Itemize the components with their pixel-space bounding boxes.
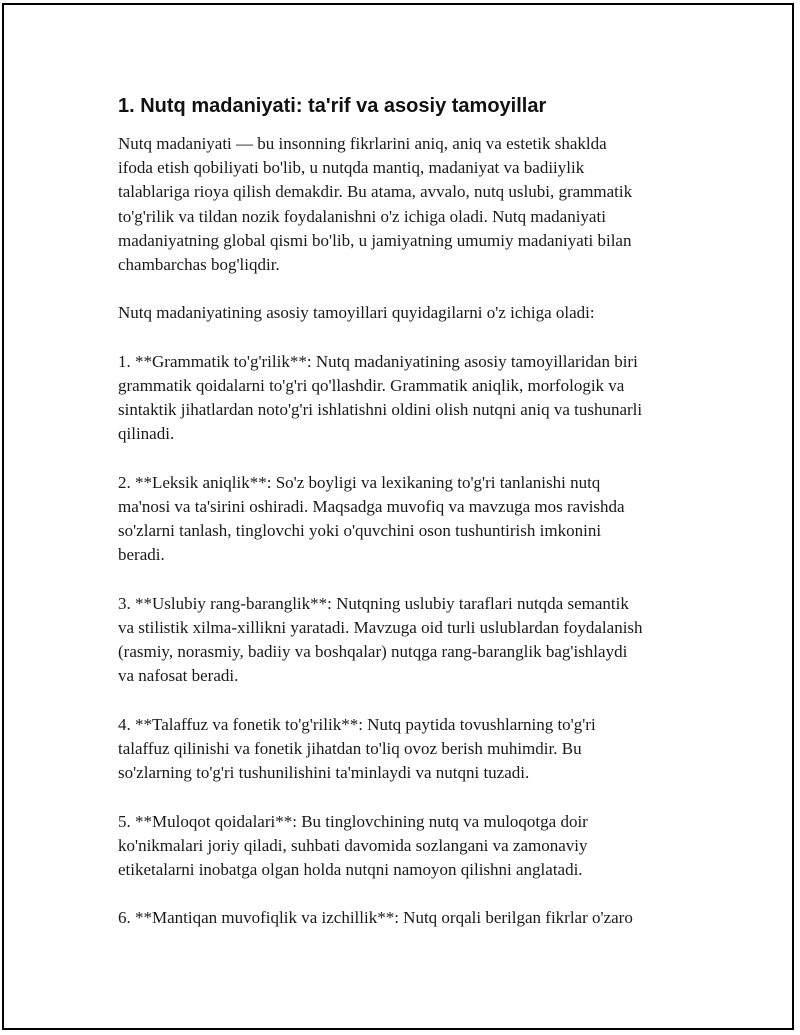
document-body	[118, 94, 698, 955]
list-item-communication-rules: 5. **Muloqot qoidalari**: Bu tinglovchining nutq va muloqotga doir ko'nikmalari joriy qiladi, suhbati davomida sozlangani va zamonaviy etiketalarni inobatga olgan holda nutqni namoyon qilishni anglatadi.	[118, 811, 588, 879]
list-item-logical-consistency: 6. **Mantiqan muvofiqlik va izchillik**: Nutq orqali berilgan fikrlar o'zaro	[118, 908, 633, 928]
list-item-grammatical-correctness: 1. **Grammatik to'g'rilik**: Nutq madaniyatining asosiy tamoyillaridan biri grammatik qoidalarni to'g'ri qo'llashdir. Grammatik aniqlik, morfologik va sintaktik jihatlardan noto'g'ri ishlatishni oldini olish nutqni aniq va tushunarli qilinadi.	[118, 351, 643, 444]
paragraph-principles-intro: Nutq madaniyatining asosiy tamoyillari quyidagilarni o'z ichiga oladi:	[118, 303, 595, 323]
list-item-pronunciation: 4. **Talaffuz va fonetik to'g'rilik**: Nutq paytida tovushlarning to'g'ri talaffuz qilinishi va fonetik jihatdan to'liq ovoz berish muhimdir. Bu so'zlarning to'g'ri tushunilishini ta'minlaydi va nutqni tuzadi.	[118, 714, 596, 783]
list-item-stylistic-diversity: 3. **Uslubiy rang-baranglik**: Nutqning uslubiy taraflari nutqda semantik va stilistik xilma-xillikni yaratadi. Mavzuga oid turli uslublardan foydalanish (rasmiy, norasmiy, badiiy va boshqalar) nutqga rang-baranglik bag'ishlaydi va nafosat beradi.	[118, 593, 643, 686]
section-heading: 1. Nutq madaniyati: ta'rif va asosiy tamoyillar	[118, 95, 547, 117]
list-item-lexical-accuracy: 2. **Leksik aniqlik**: So'z boyligi va lexikaning to'g'ri tanlanishi nutq ma'nosi va ta'sirini oshiradi. Maqsadga muvofiq va mavzuga mos ravishda so'zlarni tanlash, tinglovchi yoki o'quvchini oson tushuntirish imkonini beradi.	[118, 472, 625, 565]
paragraph-definition: Nutq madaniyati — bu insonning fikrlarini aniq, aniq va estetik shaklda ifoda etish qobiliyati bo'lib, u nutqda mantiq, madaniyat va badiiylik talablariga rioya qilish demakdir. Bu atama, avvalo, nutq uslubi, grammatik to'g'rilik va tildan nozik foydalanishni o'z ichiga oladi. Nutq madaniyati madaniyatning global qismi bo'lib, u jamiyatning umumiy madaniyati bilan chambarchas bog'liqdir.	[118, 134, 633, 275]
